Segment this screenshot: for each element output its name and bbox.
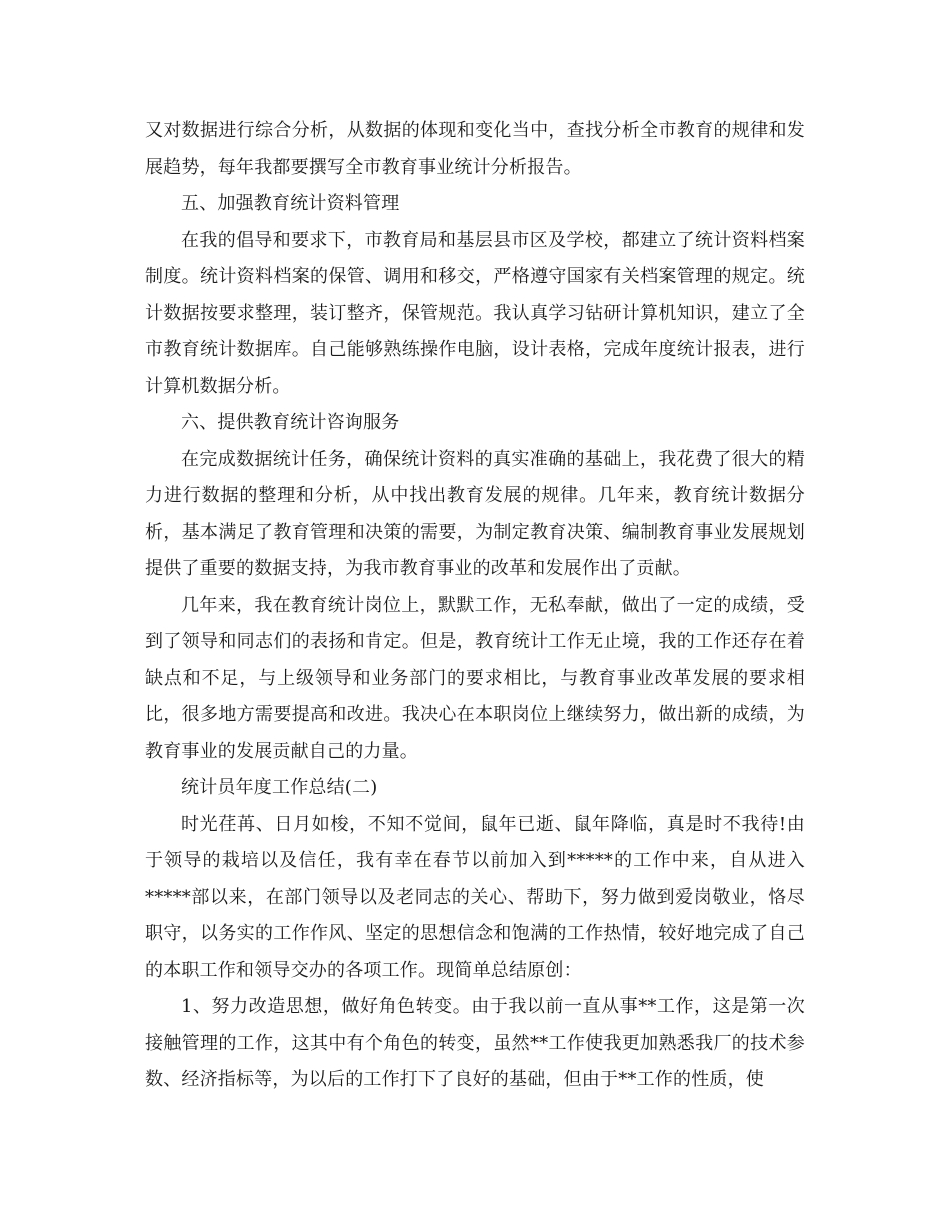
paragraph-point-one: 1、努力改造思想，做好角色转变。由于我以前一直从事**工作，这是第一次接触管理的工作，这其中有个角色的转变，虽然**工作使我更加熟悉我厂的技术参数、经济指标等，为以后的工作打下了良好的基础，但由于**工作的性质，使 [145,996,805,1090]
paragraph-summary: 几年来，我在教育统计岗位上，默默工作，无私奉献，做出了一定的成绩，受到了领导和同志们的表扬和肯定。但是，教育统计工作无止境，我的工作还存在着缺点和不足，与上级领导和业务部门的要求相比，与教育事业改革发展的要求相比，很多地方需要提高和改进。我决心在本职岗位上继续努力，做出新的成绩，为教育事业的发展贡献自己的力量。 [145,594,805,762]
paragraph-introduction: 时光荏苒、日月如梭，不知不觉间，鼠年已逝、鼠年降临，真是时不我待!由于领导的栽培以及信任，我有幸在春节以前加入到*****的工作中来，自从进入*****部以来，在部门领导以及老同志的关心、帮助下，努力做到爱岗敬业，恪尽职守，以务实的工作作风、坚定的思想信念和饱满的工作热情，较好地完成了自己的本职工作和领导交办的各项工作。现简单总结原创： [145,813,805,981]
document-body [145,113,805,1099]
paragraph-archive-management: 在我的倡导和要求下，市教育局和基层县市区及学校，都建立了统计资料档案制度。统计资料档案的保管、调用和移交，严格遵守国家有关档案管理的规定。统计数据按要求整理，装订整齐，保管规范。我认真学习钻研计算机知识，建立了全市教育统计数据库。自己能够熟练操作电脑，设计表格，完成年度统计报表，进行计算机数据分析。 [145,229,805,397]
section-heading-five: 五、加强教育统计资料管理 [181,193,400,214]
paragraph-consulting-service: 在完成数据统计任务，确保统计资料的真实准确的基础上，我花费了很大的精力进行数据的整理和分析，从中找出教育发展的规律。几年来，教育统计数据分析，基本满足了教育管理和决策的需要，为制定教育决策、编制教育事业发展规划提供了重要的数据支持，为我市教育事业的改革和发展作出了贡献。 [145,448,805,579]
paragraph-continuation: 又对数据进行综合分析，从数据的体现和变化当中，查找分析全市教育的规律和发展趋势，每年我都要撰写全市教育事业统计分析报告。 [145,120,805,178]
section-heading-six: 六、提供教育统计咨询服务 [181,412,400,433]
document-subtitle: 统计员年度工作总结(二) [181,777,378,798]
